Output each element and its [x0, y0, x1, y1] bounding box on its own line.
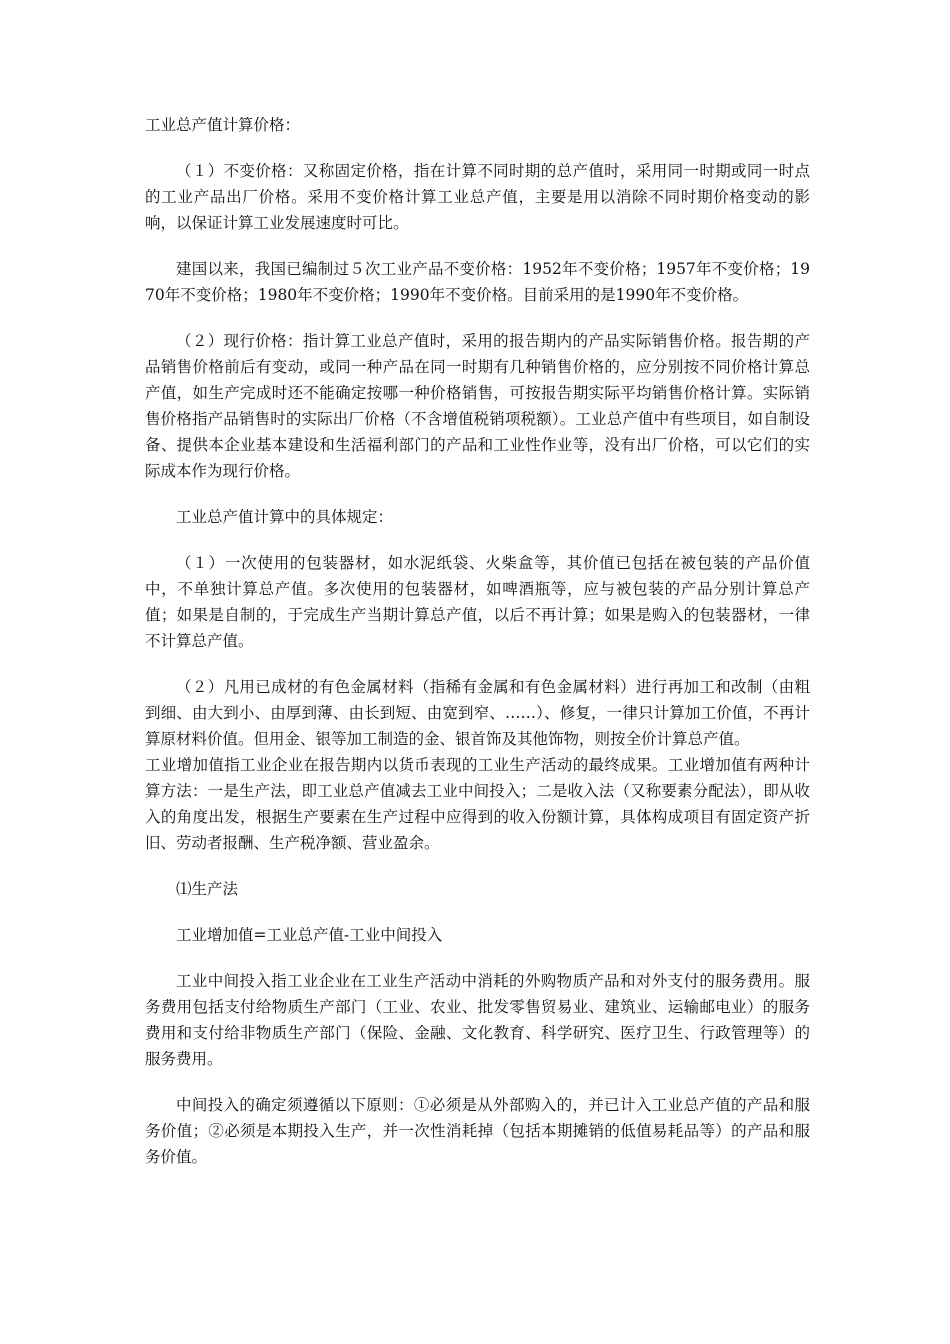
paragraph-constant-price-history: 建国以来，我国已编制过５次工业产品不变价格：1952年不变价格；1957年不变价格；1970年不变价格；1980年不变价格；1990年不变价格。目前采用的是1990年不变价格。 [145, 260, 810, 304]
heading-production-method: ⑴生产法 [176, 880, 239, 898]
section-heading-rules: 工业总产值计算中的具体规定： [176, 508, 394, 526]
section-heading-prices: 工业总产值计算价格： [145, 116, 301, 134]
paragraph-current-price: （２）现行价格：指计算工业总产值时，采用的报告期内的产品实际销售价格。报告期的产品销售价格前后有变动，或同一种产品在同一时期有几种销售价格的，应分别按不同价格计算总产值，如生产完成时还不能确定按哪一种价格销售，可按报告期实际平均销售价格计算。实际销售价格指产品销售时的实际出厂价格（不含增值税销项税额）。工业总产值中有些项目，如自制设备、提供本企业基本建设和生活福利部门的产品和工业性作业等，没有出厂价格，可以它们的实际成本作为现行价格。 [145, 332, 810, 480]
paragraph-rule-nonferrous: （２）凡用已成材的有色金属材料（指稀有金属和有色金属材料）进行再加工和改制（由粗到细、由大到小、由厚到薄、由长到短、由宽到窄、……）、修复，一律只计算加工价值，不再计算原材料价值。但用金、银等加工制造的金、银首饰及其他饰物，则按全价计算总产值。 [145, 678, 810, 748]
document-page [145, 112, 810, 1170]
paragraph-constant-price: （１）不变价格：又称固定价格，指在计算不同时期的总产值时，采用同一时期或同一时点的工业产品出厂价格。采用不变价格计算工业总产值，主要是用以消除不同时期价格变动的影响，以保证计算工业发展速度时可比。 [145, 162, 810, 232]
paragraph-intermediate-input: 工业中间投入指工业企业在工业生产活动中消耗的外购物质产品和对外支付的服务费用。服务费用包括支付给物质生产部门（工业、农业、批发零售贸易业、建筑业、运输邮电业）的服务费用和支付给非物质生产部门（保险、金融、文化教育、科学研究、医疗卫生、行政管理等）的服务费用。 [145, 972, 810, 1068]
formula-value-added: 工业增加值=工业总产值-工业中间投入 [176, 926, 443, 944]
paragraph-input-principles: 中间投入的确定须遵循以下原则：①必须是从外部购入的，并已计入工业总产值的产品和服务价值；②必须是本期投入生产，并一次性消耗掉（包括本期摊销的低值易耗品等）的产品和服务价值。 [145, 1096, 810, 1166]
paragraph-rule-packaging: （１）一次使用的包装器材，如水泥纸袋、火柴盒等，其价值已包括在被包装的产品价值中，不单独计算总产值。多次使用的包装器材，如啤酒瓶等，应与被包装的产品分别计算总产值；如果是自制的，于完成生产当期计算总产值，以后不再计算；如果是购入的包装器材，一律不计算总产值。 [145, 554, 810, 650]
paragraph-value-added: 工业增加值指工业企业在报告期内以货币表现的工业生产活动的最终成果。工业增加值有两种计算方法：一是生产法，即工业总产值减去工业中间投入；二是收入法（又称要素分配法），即从收入的角度出发，根据生产要素在生产过程中应得到的收入份额计算，具体构成项目有固定资产折旧、劳动者报酬、生产税净额、营业盈余。 [145, 756, 810, 852]
